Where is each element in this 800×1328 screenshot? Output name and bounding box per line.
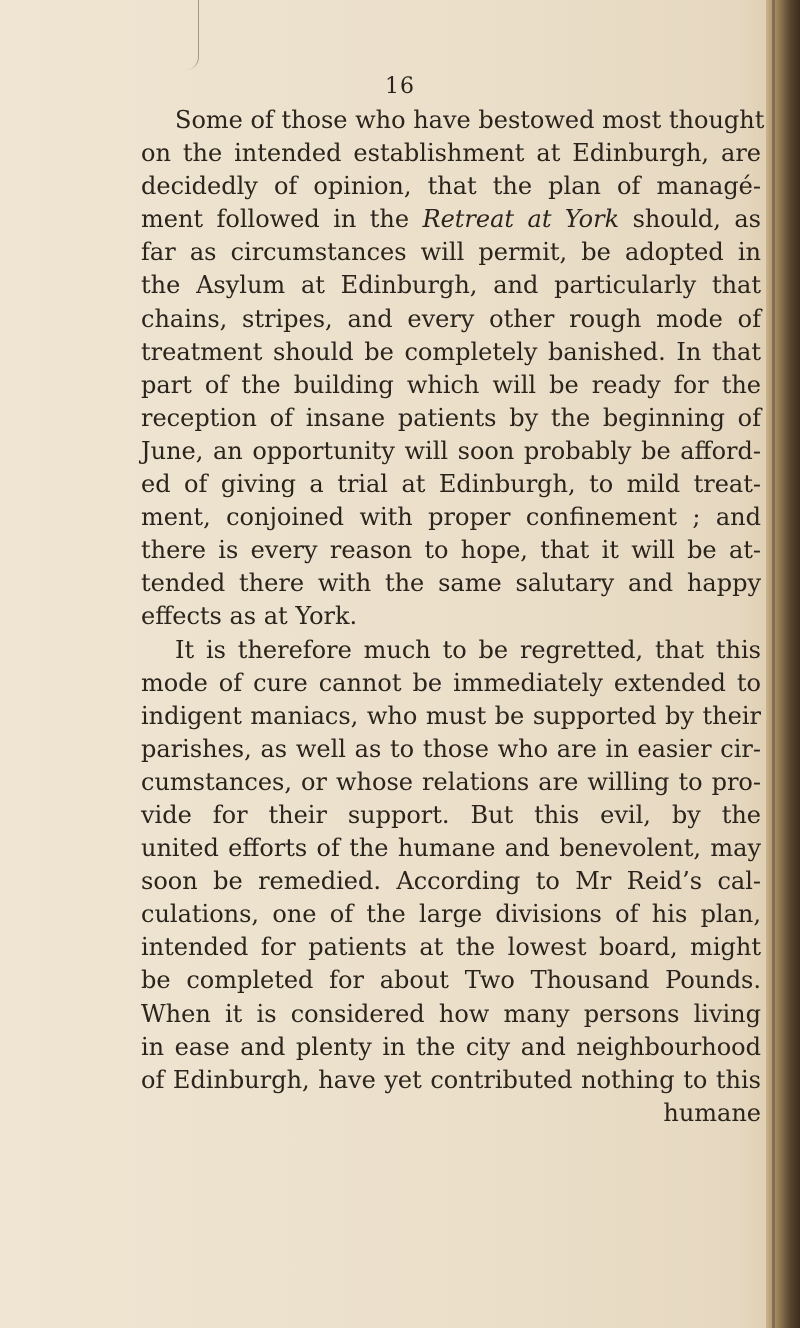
- text-line: Some of those who have bestowed most thought: [175, 106, 765, 134]
- page-edge-mark: [186, 0, 199, 70]
- text-line: in ease and plenty in the city and neighbourhood: [141, 1032, 761, 1061]
- text-line: on the intended establishment at Edinburgh, are: [141, 139, 761, 168]
- text-line: part of the building which will be ready for the: [141, 370, 761, 399]
- text-line: intended for patients at the lowest board, might: [141, 933, 761, 962]
- text-line: decidedly of opinion, that the plan of managé-: [141, 172, 761, 201]
- text-line-segment: ment followed in the: [141, 205, 423, 234]
- text-line: [141, 203, 761, 236]
- italic-title: Retreat at York: [422, 205, 620, 234]
- text-line: be completed for about Two Thousand Pounds.: [141, 966, 761, 995]
- text-line: When it is considered how many persons living: [141, 999, 761, 1028]
- text-line: indigent maniacs, who must be supported by their: [141, 701, 761, 730]
- text-line: ment, conjoined with proper confinement ; and: [141, 503, 761, 532]
- text-line: ed of giving a trial at Edinburgh, to mild treat-: [141, 470, 761, 499]
- body-text: [141, 104, 765, 1130]
- text-line: treatment should be completely banished. In that: [141, 337, 761, 366]
- text-line: reception of insane patients by the beginning of: [141, 403, 761, 432]
- text-line: of Edinburgh, have yet contributed nothing to this: [141, 1065, 761, 1094]
- text-line: there is every reason to hope, that it will be at-: [141, 536, 761, 565]
- text-line: far as circumstances will permit, be adopted in: [141, 238, 761, 267]
- text-line: vide for their support. But this evil, by the: [141, 800, 761, 829]
- text-line: mode of cure cannot be immediately extended to: [141, 668, 761, 697]
- text-line: chains, stripes, and every other rough mode of: [141, 304, 761, 333]
- page-number: 16: [385, 74, 415, 99]
- text-line: the Asylum at Edinburgh, and particularly that: [141, 271, 761, 300]
- text-line: culations, one of the large divisions of his plan,: [141, 900, 761, 929]
- text-line: June, an opportunity will soon probably be afford-: [141, 436, 761, 465]
- text-line-segment: should, as: [619, 205, 761, 234]
- text-line: effects as at York.: [141, 602, 358, 631]
- text-line: united efforts of the humane and benevolent, may: [141, 834, 761, 863]
- text-line: cumstances, or whose relations are willing to pro-: [141, 767, 761, 796]
- text-line: humane: [663, 1098, 761, 1127]
- text-line: parishes, as well as to those who are in easier cir-: [141, 734, 761, 763]
- text-line: It is therefore much to be regretted, that this: [175, 635, 761, 664]
- text-line: tended there with the same salutary and happy: [141, 569, 761, 598]
- text-line: soon be remedied. According to Mr Reid’s cal-: [141, 867, 761, 896]
- page-binding-edge: [766, 0, 800, 1328]
